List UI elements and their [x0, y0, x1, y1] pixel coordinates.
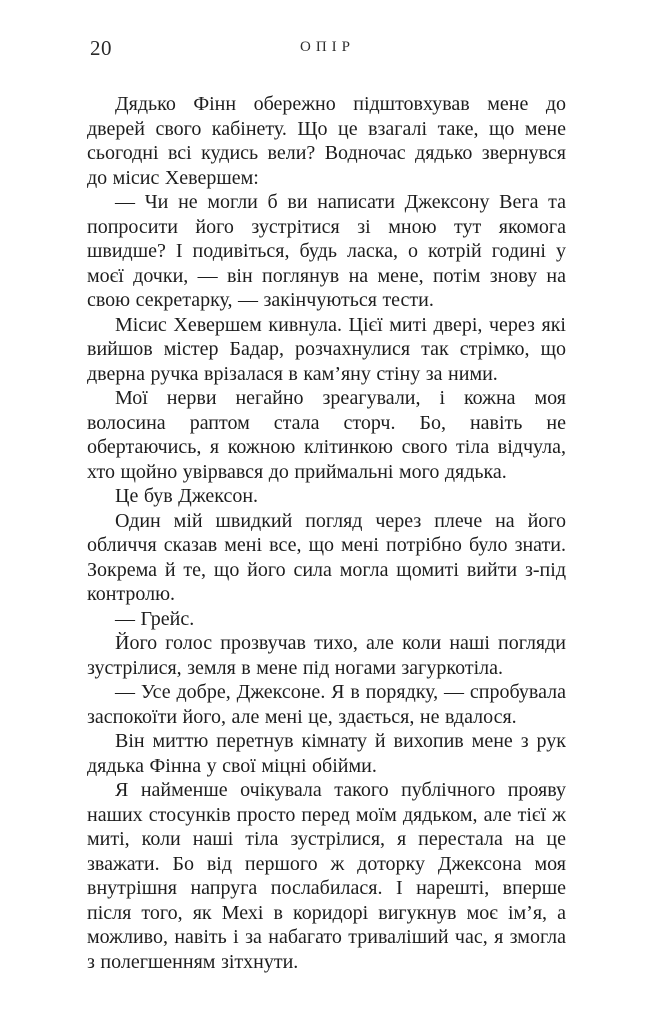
paragraph: Це був Джексон. — [115, 485, 259, 507]
paragraph: Один мій швидкий погляд через плече на його обличчя сказав мені все, що мені потрібно було знати. Зокрема й те, що його сила могла щомиті вийти з-під контролю. — [87, 509, 566, 605]
paragraph: — Грейс. — [115, 607, 195, 630]
running-header — [0, 36, 655, 62]
text-block — [87, 92, 566, 974]
page-number: 20 — [90, 36, 112, 60]
paragraph: — Усе добре, Джексоне. Я в порядку, — спробувала заспокоїти його, але мені це, здається, не вдалося. — [87, 681, 566, 728]
running-title: ОПІР — [299, 39, 355, 55]
paragraph: Місис Хевершем кивнула. Цієї миті двері, через які вийшов містер Бадар, розчахнулися так стрімко, що дверна ручка врізалася в кам’яну стіну за ними. — [87, 313, 566, 385]
paragraph: Дядько Фінн обережно підштовхував мене до дверей свого кабінету. Що це взагалі таке, що мене сьогодні всі кудись вели? Водночас дядько звернувся до місис Хевершем: — [87, 93, 566, 189]
paragraph: — Чи не могли б ви написати Джексону Вега та попросити його зустрітися зі мною тут якомога швидше? І подивіться, будь ласка, о котрій годині у моєї дочки, — він поглянув на мене, потім знову на свою секретарку, — закінчуються тести. — [87, 191, 566, 311]
paragraph: Його голос прозвучав тихо, але коли наші погляди зустрілися, земля в мене під ногами загуркотіла. — [87, 632, 566, 679]
paragraph: Мої нерви негайно зреагували, і кожна моя волосина раптом стала сторч. Бо, навіть не обертаючись, я кожною клітинкою свого тіла відчула, хто щойно увірвався до приймальні мого дядька. — [87, 387, 566, 483]
paragraph: Він миттю перетнув кімнату й вихопив мене з рук дядька Фінна у свої міцні обійми. — [87, 730, 566, 777]
paragraph: Я найменше очікувала такого публічного прояву наших стосунків просто перед моїм дядьком, але тієї ж миті, коли наші тіла зустрілися, я перестала на це зважати. Бо від першого ж доторку Джексона моя внутрішня напруга послабилася. І нарешті, вперше після того, як Мехі в коридорі вигукнув моє ім’я, а можливо, навіть і за набагато триваліший час, я змогла з полегшенням зітхнути. — [87, 779, 566, 973]
